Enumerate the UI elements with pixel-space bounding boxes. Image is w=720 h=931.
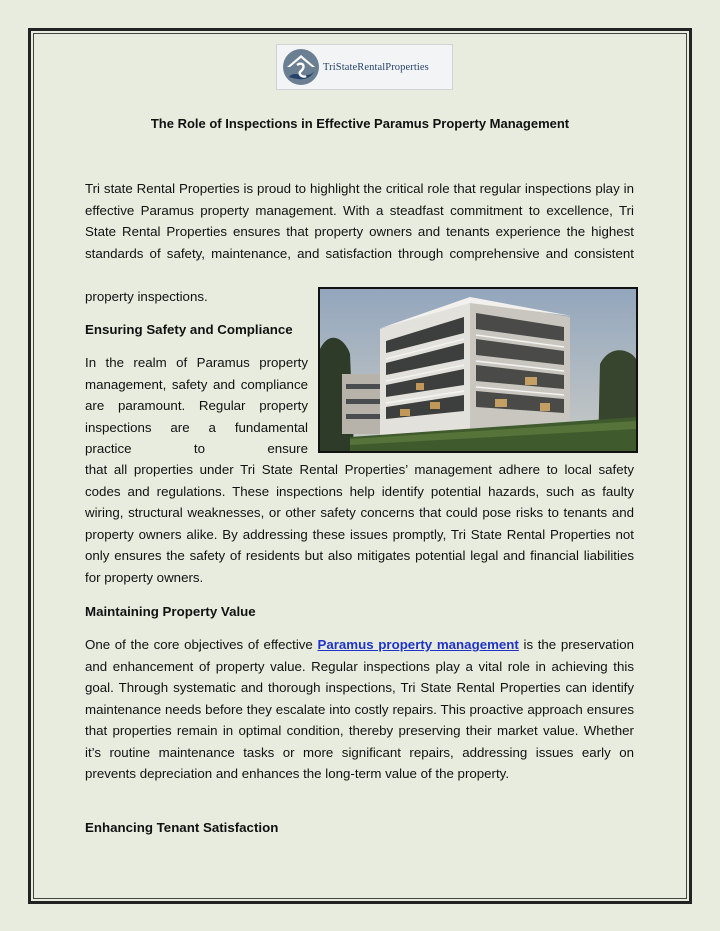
intro-paragraph: Tri state Rental Properties is proud to highlight the critical role that regular inspections play in effective Paramus property management. With a steadfast commitment to excellence, Tri State Rental Properties ensures that property owners and tenants experience the highest standards of safety, maintenance, and satisfaction through comprehensive and consistent: [85, 181, 634, 261]
logo-text: TriStateRentalProperties: [323, 61, 429, 73]
document-title: The Role of Inspections in Effective Paramus Property Management: [150, 116, 570, 131]
section-heading-safety: Ensuring Safety and Compliance: [85, 322, 293, 337]
company-logo: [276, 44, 453, 90]
safety-paragraph: that all properties under Tri State Rental Properties’ management adhere to local safety codes and regulations. These inspections help identify potential hazards, such as faulty wiring, structural weaknesses, or other safety concerns that could pose risks to tenants and property owners alike. By addressing these issues promptly, Tri State Rental Properties not only ensures the safety of residents but also mitigates potential legal and financial liabilities for property owners.: [85, 462, 634, 585]
apartment-building-photo: [318, 287, 638, 453]
section-heading-value: Maintaining Property Value: [85, 604, 256, 619]
value-paragraph-intro: One of the core objectives of effective: [85, 637, 318, 652]
value-paragraph-body: is the preservation and enhancement of property value. Regular inspections play a vital role in achieving this goal. Through systematic and thorough inspections, Tri State Rental Properties can identify maintenance needs before they escalate into costly repairs. This proactive approach ensures that properties remain in optimal condition, thereby preserving their market value. Whether it’s routine maintenance tasks or more significant repairs, addressing issues early on prevents depreciation and enhances the long-term value of the property.: [85, 637, 634, 781]
value-paragraph: [85, 634, 634, 785]
section-heading-tenant: Enhancing Tenant Satisfaction: [85, 820, 279, 835]
safety-paragraph-wrap: In the realm of Paramus property management, safety and compliance are paramount. Regular property inspections are a fundamental practice to ensure: [85, 355, 308, 456]
house-swoosh-icon: [281, 47, 321, 87]
intro-paragraph-end: property inspections.: [85, 289, 208, 304]
paramus-property-management-link[interactable]: Paramus property management: [317, 637, 519, 652]
